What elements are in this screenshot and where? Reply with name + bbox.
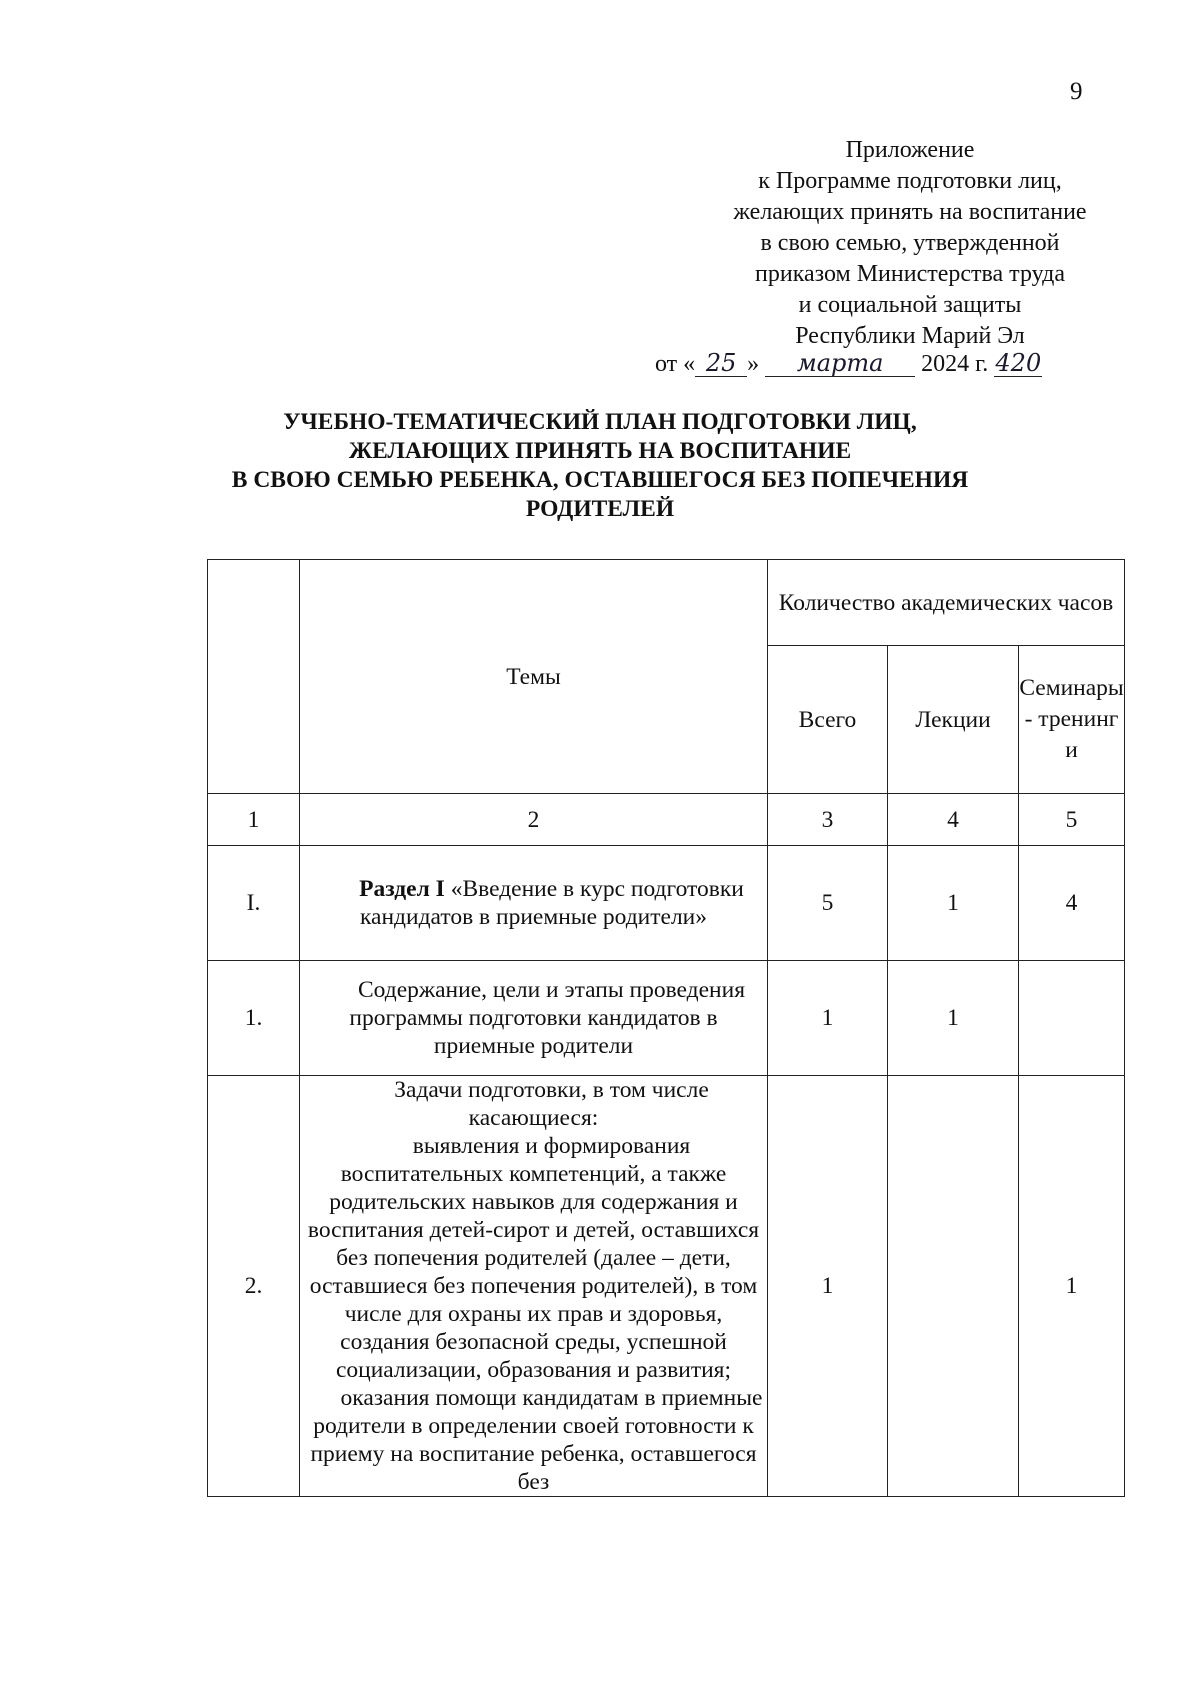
- numbering-cell: 1: [208, 794, 300, 846]
- title-line: ЖЕЛАЮЩИХ ПРИНЯТЬ НА ВОСПИТАНИЕ: [348, 438, 852, 464]
- table-row: [208, 1076, 1125, 1497]
- header-num-cell: [208, 560, 300, 794]
- row-topic: [300, 846, 768, 961]
- header-seminars: Семинары - тренинги: [1019, 646, 1125, 794]
- numbering-cell: 2: [300, 794, 768, 846]
- appendix-block: [700, 135, 1120, 352]
- row-topic: [300, 1076, 768, 1497]
- table-numbering-row: [208, 794, 1125, 846]
- table-row: [208, 846, 1125, 961]
- row-topic: [300, 961, 768, 1076]
- numbering-cell: 4: [888, 794, 1019, 846]
- row-number: 1.: [208, 961, 300, 1076]
- topic-paragraph: Задачи подготовки, в том числе касающиеся:: [394, 1077, 709, 1131]
- section-label: Раздел I: [359, 876, 445, 902]
- header-lectures: Лекции: [888, 646, 1019, 794]
- appendix-line: желающих принять на воспитание: [733, 199, 1087, 225]
- header-hours-group: Количество академических часов: [768, 560, 1125, 646]
- title-line: РОДИТЕЛЕЙ: [525, 496, 675, 522]
- page-number: 9: [1070, 78, 1083, 105]
- row-number: I.: [208, 846, 300, 961]
- row-lectures: 1: [888, 846, 1019, 961]
- row-seminars: 1: [1019, 1076, 1125, 1497]
- appendix-line: и социальной защиты: [798, 292, 1022, 318]
- header-topics: Темы: [300, 560, 768, 794]
- appendix-line: в свою семью, утвержденной: [760, 230, 1060, 256]
- table-header-row: [208, 560, 1125, 646]
- order-date-line: [655, 350, 1042, 378]
- title-line: В СВОЮ СЕМЬЮ РЕБЕНКА, ОСТАВШЕГОСЯ БЕЗ ПОПЕЧЕНИЯ: [231, 467, 969, 493]
- order-month-handwritten: марта: [765, 350, 915, 377]
- document-title: [150, 408, 1050, 524]
- appendix-line: к Программе подготовки лиц,: [758, 168, 1062, 194]
- order-prefix: от «: [655, 351, 696, 377]
- row-lectures: 1: [888, 961, 1019, 1076]
- row-total: 1: [768, 1076, 888, 1497]
- row-seminars: [1019, 961, 1125, 1076]
- row-total: 5: [768, 846, 888, 961]
- numbering-cell: 5: [1019, 794, 1125, 846]
- header-total: Всего: [768, 646, 888, 794]
- row-total: 1: [768, 961, 888, 1076]
- order-day-handwritten: 25: [695, 350, 747, 377]
- section-title: «Введение в курс подготовки кандидатов в приемные родители»: [359, 876, 744, 930]
- row-seminars: 4: [1019, 846, 1125, 961]
- numbering-cell: 3: [768, 794, 888, 846]
- appendix-line: Приложение: [845, 137, 975, 163]
- table-row: [208, 961, 1125, 1076]
- order-number-handwritten: 420: [995, 349, 1042, 377]
- row-lectures: [888, 1076, 1019, 1497]
- row-number: 2.: [208, 1076, 300, 1497]
- topic-text: Содержание, цели и этапы проведения программы подготовки кандидатов в приемные родители: [349, 977, 746, 1059]
- topic-paragraph: выявления и формирования воспитательных компетенций, а также родительских навыков для содержания и воспитания детей-сирот и детей, оставшихся без попечения родителей (далее – дети, оставшиеся без попечения родителей), в том числе для охраны их прав и здоровья, создания безопасной среды, успешной социализации, образования и развития;: [307, 1133, 760, 1383]
- appendix-line: приказом Министерства труда: [755, 261, 1065, 287]
- appendix-line: Республики Марий Эл: [795, 323, 1025, 349]
- order-year: 2024 г.: [921, 351, 989, 377]
- curriculum-table: [207, 559, 1125, 1497]
- title-line: УЧЕБНО-ТЕМАТИЧЕСКИЙ ПЛАН ПОДГОТОВКИ ЛИЦ,: [283, 409, 917, 435]
- topic-paragraph: оказания помощи кандидатам в приемные родители в определении своей готовности к приему на воспитание ребенка, оставшегося без: [310, 1385, 763, 1495]
- order-quote-close: »: [747, 351, 760, 377]
